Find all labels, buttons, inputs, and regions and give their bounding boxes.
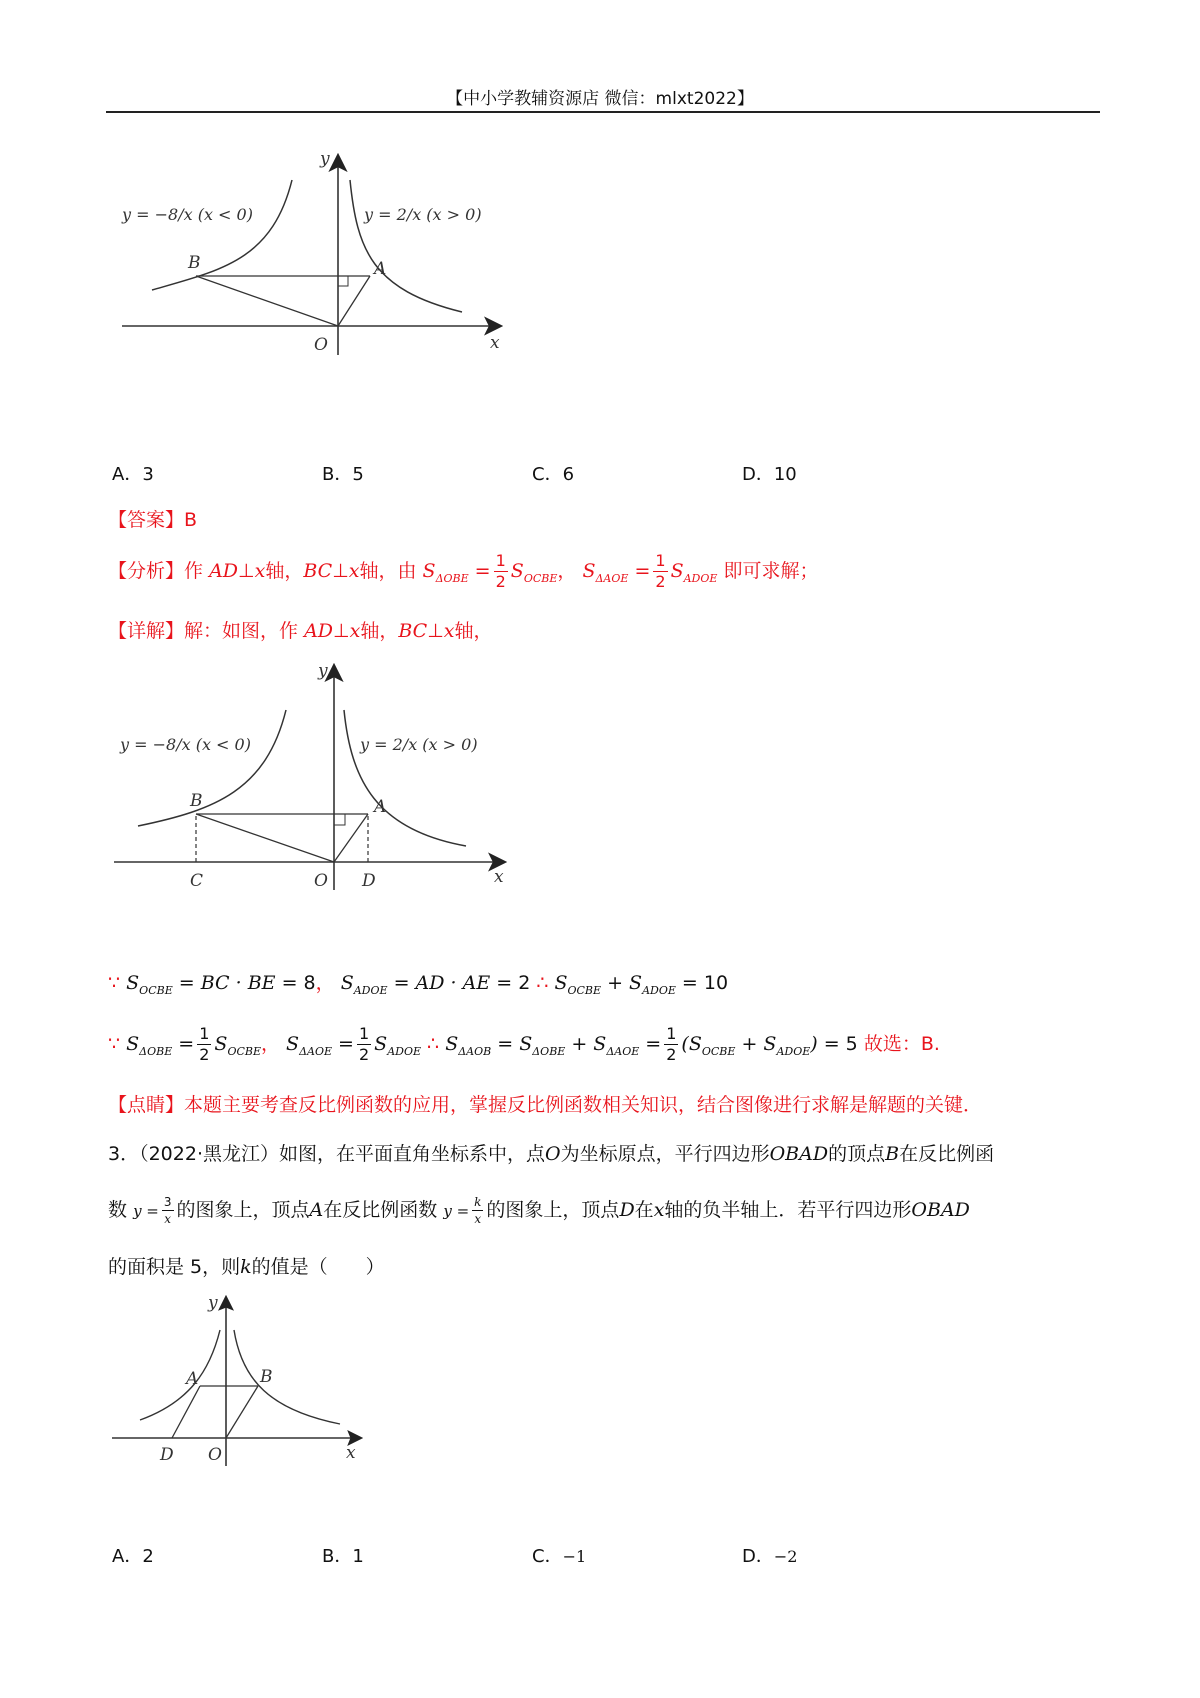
point-b-label: B [188,253,201,273]
page-header: 【中小学教辅资源店 微信：mlxt2022】 [446,89,754,109]
x-axis-label: x [490,333,500,353]
q3-text10: 的面积是 5，则 [108,1256,241,1278]
detail-text: 解：如图，作 [184,620,299,642]
figure-3 [110,1290,370,1480]
x-axis-label-3: x [346,1443,356,1463]
question-3: 3．（2022·黑龙江）如图，在平面直角坐标系中，点O为坐标原点，平行四边形OBAD的顶点B在反比例函 数 y = $\frac{3}{x}$ 的图象上，顶点A在反比例函数 y = $\frac{k}{x}$ 的图象上，顶点D在x轴的负半轴上．若平行四边形OBAD 的面积是 5，则k的值是（ ） [108,1143,995,1278]
q3-choice-a: A．2 [112,1546,154,1567]
q3-choice-d: D．−2 [742,1546,798,1567]
right-hyperbola-formula: y = 2/x (x > 0) [364,205,482,224]
q3-text11: 的值是（ ） [251,1256,385,1278]
q3-text5: 的图象上，顶点 [176,1199,310,1221]
comment-tag: 【点睛】 [108,1094,185,1116]
figure-2 [106,660,516,900]
y-axis-label: y [320,150,330,169]
point-b-label-3: B [260,1367,273,1387]
figure-1 [112,150,512,390]
q3-text2: 的顶点 [828,1143,886,1165]
right-hyperbola-formula-2: y = 2/x (x > 0) [360,735,478,754]
origin-label-3: O [208,1445,222,1465]
q3-text1: 为坐标原点，平行四边形 [560,1143,770,1165]
analysis-tag: 【分析】 [108,560,185,582]
comment-text: 本题主要考查反比例函数的应用，掌握反比例函数相关知识，结合图像进行求解是解题的关键． [184,1094,983,1116]
point-a-label-3: A [186,1369,199,1389]
detail-line: 【详解】解：如图，作 AD⊥x轴，BC⊥x轴， [108,620,493,642]
point-d-label: D [362,871,376,891]
comment-line [108,1090,982,1117]
answer-tag: 【答案】 [108,509,185,531]
formula-line-2: ∵ $S_{\Delta OBE}$ = $\frac{1}{2}$ $S_{OCBE}$， $S_{\Delta AOE}$ = $\frac{1}{2}$ $S_{ADOE}$ ∴ $S_{\Delta AOB} = S_{\Delta OBE} + S_{\Delta AOE}$ = $\frac{1}{2}$ $(S_{OCBE} + S_{ADOE}) = 5$ 故选：B. [108,1024,940,1064]
y-axis-label-3: y [208,1293,218,1313]
q3-text3: 在反比例函 [899,1143,995,1165]
q3-text9: 轴的负半轴上．若平行四边形 [664,1199,912,1221]
q3-lead: 3．（2022·黑龙江）如图，在平面直角坐标系中，点 [108,1143,545,1165]
origin-label-2: O [314,871,328,891]
point-a-label: A [374,259,387,279]
choice-b: B．5 [322,464,364,485]
answer-line [108,505,197,532]
q3-choice-b: B．1 [322,1546,364,1567]
detail-tag: 【详解】 [108,620,185,642]
choose-text: 故选：B. [863,1033,940,1055]
left-hyperbola-formula: y = −8/x (x < 0) [122,205,253,224]
formula-line-1: ∵ $S_{OCBE}$ = BC · BE = 8， $S_{ADOE}$ = AD · AE = 2 ∴ $S_{OCBE} + S_{ADOE} = 10$ [108,972,729,997]
x-axis-label-2: x [494,867,504,887]
answer-value: B [184,509,198,531]
point-c-label: C [190,871,204,891]
q3-text7: 的图象上，顶点 [486,1199,620,1221]
q3-choice-c: C．−1 [532,1546,587,1567]
choice-c: C．6 [532,464,575,485]
analysis-perpendicular-ad: AD [209,560,239,582]
point-d-label-3: D [160,1445,174,1465]
point-b-label-2: B [190,791,203,811]
analysis-line: 【分析】作 AD⊥x轴，BC⊥x轴，由 $S_{\Delta OBE}$ = $\frac{1}{2}$ $S_{OCBE}$， $S_{\Delta AOE}$ = $\frac{1}{2}$ $S_{ADOE}$ 即可求解； [108,551,819,591]
q3-text8: 在 [634,1199,654,1221]
left-hyperbola-formula-2: y = −8/x (x < 0) [120,735,251,754]
header-rule [106,111,1100,113]
analysis-text-end: 即可求解； [723,560,819,582]
choice-d: D．10 [742,464,797,485]
y-axis-label-2: y [318,661,328,681]
q3-text6: 在反比例函数 [323,1199,438,1221]
point-a-label-2: A [374,797,387,817]
origin-label: O [314,335,328,355]
choice-a: A．3 [112,464,154,485]
analysis-text-start: 作 [184,560,204,582]
q3-text4: 数 [108,1199,128,1221]
